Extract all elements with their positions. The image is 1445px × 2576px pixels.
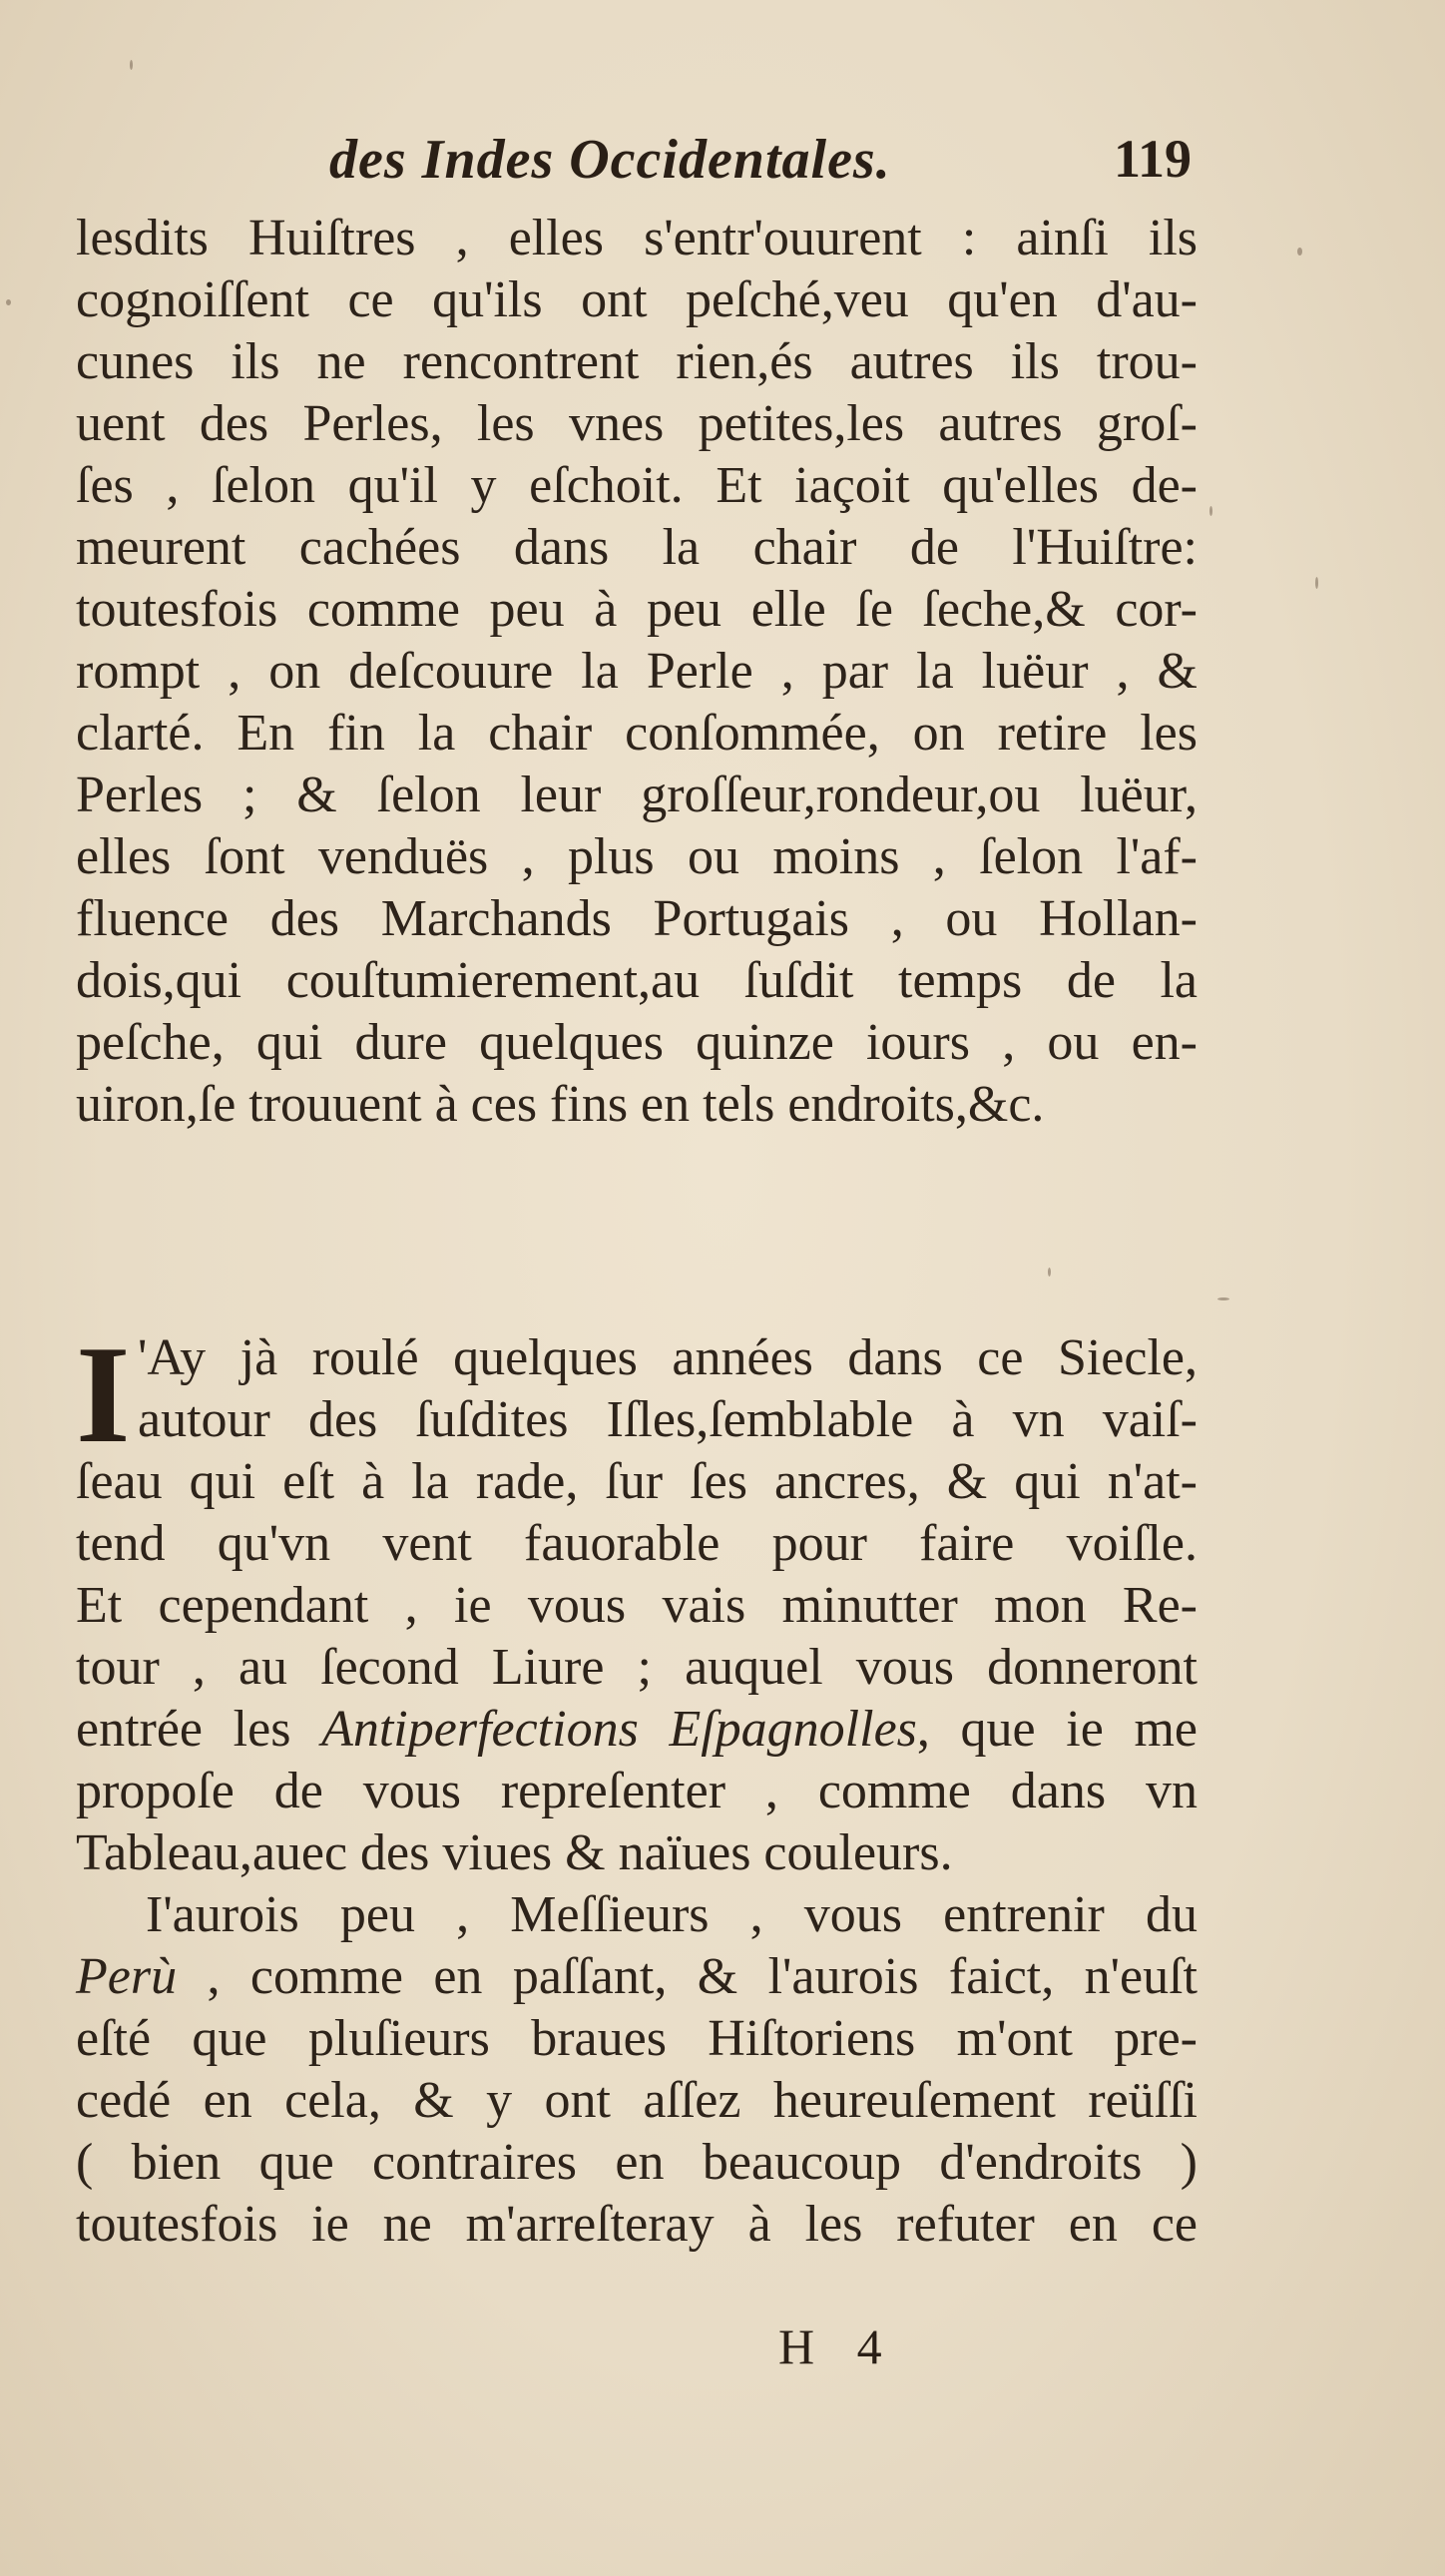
text-line: ſeau qui eſt à la rade, ſur ſes ancres, & qui n'at-	[76, 1453, 1198, 1510]
signature-mark: H 4	[778, 2318, 882, 2374]
text-line: propoſe de vous repreſenter , comme dans vn	[76, 1763, 1198, 1819]
text-line: ( bien que contraires en beaucoup d'endroits )	[76, 2134, 1198, 2191]
text-line: dois,qui couſtumierement,au ſuſdit temps de la	[76, 952, 1198, 1009]
running-title: des Indes Occidentales.	[329, 129, 891, 191]
paper-speck	[1048, 1268, 1051, 1277]
page-header	[299, 128, 1198, 208]
paper-speck	[130, 60, 133, 70]
text-segment: entrée les	[76, 1701, 291, 1758]
text-line: fluence des Marchands Portugais , ou Hollan-	[76, 890, 1198, 947]
paper-speck	[1297, 248, 1302, 256]
text-line: elles ſont venduës , plus ou moins , ſelon l'af-	[76, 828, 1198, 885]
text-line: cedé en cela, & y ont aſſez heureuſement reüſſi	[76, 2072, 1198, 2129]
text-line: lesdits Huiſtres , elles s'entr'ouurent : ainſi ils	[76, 210, 1198, 266]
paragraph-pearls	[76, 208, 1198, 1136]
text-line: 'Ay jà roulé quelques années dans ce Siecle,	[138, 1329, 1198, 1386]
text-line: Perles ; & ſelon leur groſſeur,rondeur,ou luëur,	[76, 767, 1198, 823]
book-title-italic: Antiperfections Eſpagnolles	[321, 1701, 917, 1758]
text-line	[76, 1946, 1198, 2008]
text-segment: , comme en paſſant, & l'aurois faict, n'euſt	[177, 1948, 1198, 2005]
text-line: cognoiſſent ce qu'ils ont peſché,veu qu'en d'au-	[76, 271, 1198, 328]
text-line: Tableau,auec des viues & naïues couleurs.	[76, 1824, 953, 1881]
paper-speck	[1217, 1297, 1229, 1300]
text-line: toutesfois comme peu à peu elle ſe ſeche,& cor-	[76, 581, 1198, 638]
place-name-italic: Perù	[76, 1948, 178, 2005]
text-line: rompt , on deſcouure la Perle , par la luëur , &	[76, 643, 1198, 700]
text-line: clarté. En fin la chair conſommée, on retire les	[76, 705, 1198, 762]
paper-speck	[6, 299, 11, 305]
paper-speck	[1209, 506, 1212, 516]
text-line: tour , au ſecond Liure ; auquel vous donneront	[76, 1639, 1198, 1696]
text-line: uiron,ſe trouuent à ces fins en tels endroits,&c.	[76, 1076, 1045, 1133]
text-line: peſche, qui dure quelques quinze iours , ou en-	[76, 1014, 1198, 1071]
drop-cap: I	[76, 1317, 131, 1472]
text-line: meurent cachées dans la chair de l'Huiſtre:	[76, 519, 1198, 576]
text-line: ſes , ſelon qu'il y eſchoit. Et iaçoit qu'elles de-	[76, 457, 1198, 514]
page-number: 119	[1113, 129, 1192, 189]
text-line: cunes ils ne rencontrent rien,és autres ils trou-	[76, 333, 1198, 390]
text-line: autour des ſuſdites Iſles,ſemblable à vn vaiſ-	[138, 1391, 1198, 1448]
paragraph-return	[76, 1317, 1198, 2256]
text-segment: , que ie me	[916, 1701, 1198, 1758]
text-line	[76, 1699, 1198, 1761]
text-line: I'aurois peu , Meſſieurs , vous entrenir du	[146, 1886, 1198, 1943]
text-line: tend qu'vn vent fauorable pour faire voiſle.	[76, 1515, 1198, 1572]
text-line: Et cependant , ie vous vais minutter mon Re-	[76, 1577, 1198, 1634]
paper-speck	[1315, 577, 1318, 589]
text-line: eſté que pluſieurs braues Hiſtoriens m'ont pre-	[76, 2010, 1198, 2067]
text-line: toutesfois ie ne m'arreſteray à les refuter en ce	[76, 2196, 1198, 2253]
text-line: uent des Perles, les vnes petites,les autres groſ-	[76, 395, 1198, 452]
